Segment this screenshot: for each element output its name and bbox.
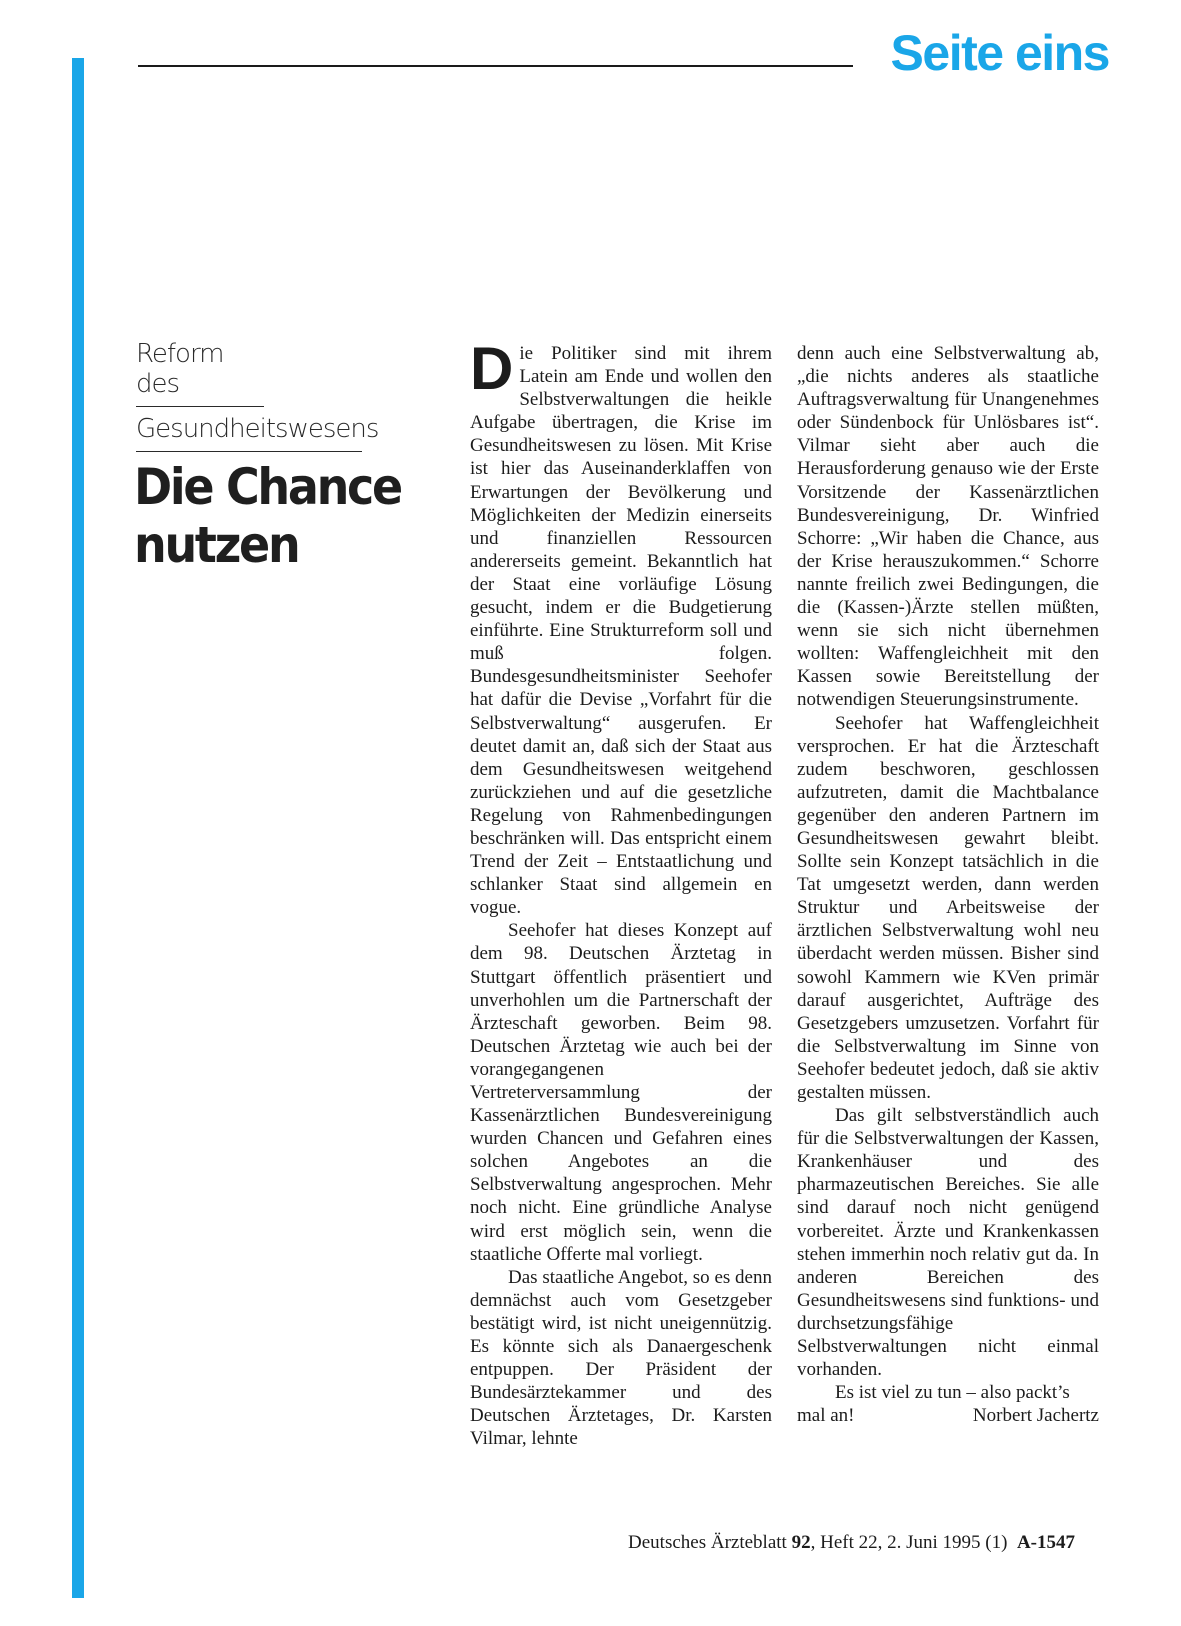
article-paragraph (470, 335, 772, 919)
footer-volume: 92 (791, 1532, 811, 1553)
headline-line: Die Chance (134, 458, 401, 516)
footer-issue: , Heft 22, 2. Juni 1995 (1) (810, 1532, 1008, 1553)
article-paragraph: Das staatliche Angebot, so es denn demnächst auch vom Gesetzgeber bestätigt wird, ist nicht uneigennützig. Es könnte sich als Danaergeschenk entpuppen. Der Präsident der Bundesärztekammer und des Deutschen Ärztetages, Dr. Karsten Vilmar, lehnte (470, 1266, 772, 1450)
article-headline (134, 458, 410, 574)
article-paragraph: Seehofer hat Waffengleichheit versprochen. Er hat die Ärzteschaft zudem beschworen, geschlossen aufzutreten, damit die Machtbalance gegenüber den anderen Partnern im Gesundheitswesen gewahrt bleibt. Sollte sein Konzept tatsächlich in die Tat umgesetzt werden, dann werden Struktur und Arbeitsweise der ärztlichen Selbstverwaltung wohl neu überdacht werden müssen. Bisher sind sowohl Kammern wie KVen primär darauf ausgerichtet, Aufträge des Gesetzgebers umzusetzen. Vorfahrt für die Selbstverwaltung im Sinne von Seehofer bedeutet jedoch, daß sie aktiv gestalten müssen. (797, 712, 1099, 1103)
kicker-line: Reform des (136, 340, 264, 407)
closing-paragraph (797, 1381, 1099, 1427)
headline-line: nutzen (134, 516, 299, 574)
side-accent-bar (72, 58, 84, 1598)
footer-page-number: A-1547 (1016, 1532, 1075, 1553)
section-title: Seite eins (890, 25, 1109, 81)
drop-cap: D (470, 335, 514, 402)
kicker-line: Gesundheitswesens (136, 415, 362, 452)
closing-text: Es ist viel zu tun – also packt’s mal an! (797, 1382, 1070, 1427)
page-footer (628, 1532, 1075, 1554)
article-kicker (136, 339, 379, 460)
author-signature: Norbert Jachertz (972, 1405, 1099, 1427)
paragraph-text: ie Politiker sind mit ihrem Latein am Ende und wollen den Selbstverwaltungen die heikle Aufgabe übertragen, die Krise im Gesundheitswesen zu lösen. Mit Krise ist hier das Auseinanderklaffen von Erwartungen der Bevölkerung und Möglichkeiten der Medizin einerseits und finanziellen Ressourcen andererseits gemeint. Bekanntlich hat der Staat eine vorläufige Lösung gesucht, indem er die Budgetierung einführte. Eine Strukturreform soll und muß folgen. Bundesgesundheitsminister Seehofer hat dafür die Devise „Vorfahrt für die Selbstverwaltung“ ausgerufen. Er deutet damit an, daß sich der Staat aus dem Gesundheitswesen weitgehend zurückziehen und auf die gesetzliche Regelung von Rahmenbedingungen beschränken will. Das entspricht einem Trend der Zeit – Entstaatlichung und schlanker Staat sind allgemein en vogue. (470, 343, 772, 919)
article-paragraph: Seehofer hat dieses Konzept auf dem 98. Deutschen Ärztetag in Stuttgart öffentlich präsentiert und unverhohlen um die Partnerschaft der Ärzteschaft geworben. Beim 98. Deutschen Ärztetag wie auch bei der vorangegangenen Vertreterversammlung der Kassenärztlichen Bundesvereinigung wurden Chancen und Gefahren eines solchen Angebotes an die Selbstverwaltung angesprochen. Mehr noch nicht. Eine gründliche Analyse wird erst möglich sein, wenn die staatliche Offerte mal vorliegt. (470, 920, 772, 1265)
footer-journal: Deutsches Ärzteblatt (628, 1532, 787, 1553)
article-column-1 (470, 335, 772, 1451)
article-column-2 (797, 342, 1099, 1427)
top-rule (138, 65, 853, 67)
article-paragraph: Das gilt selbstverständlich auch für die Selbstverwaltungen der Kassen, Krankenhäuser und des pharmazeutischen Bereiches. Sie alle sind darauf noch nicht genügend vorbereitet. Ärzte und Krankenkassen stehen immerhin noch relativ gut da. In anderen Bereichen des Gesundheitswesens sind funktions- und durchsetzungsfähige Selbstverwaltungen nicht einmal vorhanden. (797, 1105, 1099, 1381)
article-paragraph: denn auch eine Selbstverwaltung ab, „die nichts anderes als staatliche Auftragsverwaltung für Unangenehmes oder Sündenbock für Unlösbares ist“. Vilmar sieht aber auch die Herausforderung genauso wie der Erste Vorsitzende der Kassenärztlichen Bundesvereinigung, Dr. Winfried Schorre: „Wir haben die Chance, aus der Krise herauszukommen.“ Schorre nannte freilich zwei Bedingungen, die die (Kassen-)Ärzte stellen müßten, wenn sie sich nicht übernehmen wollten: Waffengleichheit mit den Kassen sowie Bereitstellung der notwendigen Steuerungsinstrumente. (797, 343, 1099, 711)
